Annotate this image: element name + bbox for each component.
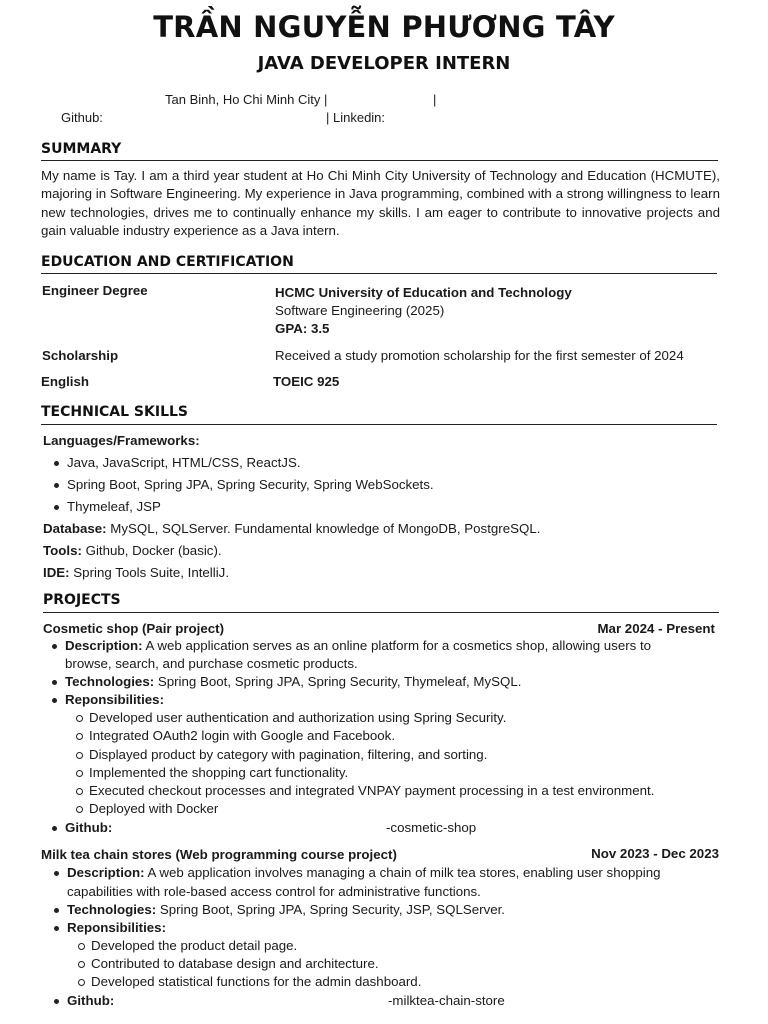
project-1-technologies-value: Spring Boot, Spring JPA, Spring Security, Thymeleaf, MySQL. xyxy=(154,674,522,689)
skills-tools-value: Github, Docker (basic). xyxy=(81,543,222,558)
edu-degree-major: Software Engineering (2025) xyxy=(275,303,445,318)
contact-location: Tan Binh, Ho Chi Minh City | xyxy=(165,92,328,107)
skills-divider xyxy=(41,424,717,425)
project-2-description xyxy=(67,864,661,882)
edu-english-value: TOEIC 925 xyxy=(273,374,340,389)
skills-languages-label: Languages/Frameworks: xyxy=(43,433,200,448)
skills-language-item: Spring Boot, Spring JPA, Spring Security, Spring WebSockets. xyxy=(67,476,434,494)
project-1-responsibility: Displayed product by category with pagination, filtering, and sorting. xyxy=(89,746,487,764)
skills-ide-label: IDE: xyxy=(43,565,70,580)
project-1-description xyxy=(65,637,651,655)
contact-separator: | xyxy=(433,92,437,107)
project-2-date: Nov 2023 - Dec 2023 xyxy=(591,846,719,861)
skills-ide xyxy=(43,564,229,582)
project-1-responsibility: Developed user authentication and authorization using Spring Security. xyxy=(89,709,506,727)
project-1-technologies-label: Technologies: xyxy=(65,674,155,689)
edu-degree-gpa: GPA: 3.5 xyxy=(275,321,330,336)
project-2-responsibility: Contributed to database design and architecture. xyxy=(91,955,379,973)
skills-tools xyxy=(43,542,222,560)
edu-scholarship-value: Received a study promotion scholarship for the first semester of 2024 xyxy=(275,348,684,363)
edu-degree-school: HCMC University of Education and Technology xyxy=(275,285,572,300)
skills-database xyxy=(43,520,540,538)
project-1-github-label: Github: xyxy=(65,819,112,837)
project-2-description-label: Description: xyxy=(67,865,145,880)
projects-title: PROJECTS xyxy=(43,592,121,608)
project-1-responsibility: Implemented the shopping cart functionality. xyxy=(89,764,348,782)
project-2-description-cont: capabilities with role-based access control for administrative functions. xyxy=(67,884,481,899)
skills-tools-label: Tools: xyxy=(43,543,82,558)
edu-english-label: English xyxy=(41,374,90,389)
project-2-responsibility: Developed statistical functions for the admin dashboard. xyxy=(91,973,421,991)
skills-database-label: Database: xyxy=(43,521,107,536)
project-1-description-text: A web application serves as an online platform for a cosmetics shop, allowing users to xyxy=(142,638,652,653)
project-1-description-cont: browse, search, and purchase cosmetic products. xyxy=(65,656,358,671)
education-title: EDUCATION AND CERTIFICATION xyxy=(41,254,294,270)
candidate-name: TRẦN NGUYỄN PHƯƠNG TÂY xyxy=(153,10,615,44)
project-2-technologies-label: Technologies: xyxy=(67,902,157,917)
project-1-responsibility: Deployed with Docker xyxy=(89,800,218,818)
project-2-responsibilities-label: Reponsibilities: xyxy=(67,919,166,937)
project-1-responsibility: Executed checkout processes and integrated VNPAY payment processing in a test environment. xyxy=(89,782,654,800)
project-1-name: Cosmetic shop (Pair project) xyxy=(43,621,225,636)
project-1-github-link[interactable]: -cosmetic-shop xyxy=(386,820,477,835)
contact-github-label: Github: xyxy=(61,110,103,125)
project-2-responsibility: Developed the product detail page. xyxy=(91,937,297,955)
edu-scholarship-label: Scholarship xyxy=(42,348,119,363)
edu-degree-label: Engineer Degree xyxy=(42,283,148,298)
summary-divider xyxy=(41,160,718,161)
project-2-technologies xyxy=(67,901,505,919)
project-1-date: Mar 2024 - Present xyxy=(597,621,715,636)
projects-divider xyxy=(43,612,719,613)
contact-linkedin-label: | Linkedin: xyxy=(326,110,386,125)
education-divider xyxy=(41,273,717,274)
project-1-technologies xyxy=(65,673,521,691)
project-2-description-text: A web application involves managing a chain of milk tea stores, enabling user shopping xyxy=(144,865,661,880)
skills-language-item: Thymeleaf, JSP xyxy=(67,498,161,516)
summary-text: My name is Tay. I am a third year student at Ho Chi Minh City University of Technology and Education (HCMUTE), majoring in Software Engineering. My experience in Java programming, combined with a strong willingness to learn new technologies, drives me to continually enhance my skills. I am eager to contribute to innovative projects and gain valuable industry experience as a Java intern. xyxy=(41,168,720,238)
project-1-description-label: Description: xyxy=(65,638,143,653)
project-2-github-label: Github: xyxy=(67,992,114,1010)
project-1-responsibility: Integrated OAuth2 login with Google and Facebook. xyxy=(89,727,395,745)
project-1-responsibilities-label: Reponsibilities: xyxy=(65,691,164,709)
project-2-technologies-value: Spring Boot, Spring JPA, Spring Security, JSP, SQLServer. xyxy=(156,902,505,917)
skills-ide-value: Spring Tools Suite, IntelliJ. xyxy=(69,565,230,580)
project-2-github-link[interactable]: -milktea-chain-store xyxy=(388,993,505,1008)
summary-title: SUMMARY xyxy=(41,141,122,157)
skills-title: TECHNICAL SKILLS xyxy=(41,404,188,420)
candidate-role: JAVA DEVELOPER INTERN xyxy=(257,53,511,74)
project-2-name: Milk tea chain stores (Web programming course project) xyxy=(41,847,397,862)
skills-database-value: MySQL, SQLServer. Fundamental knowledge of MongoDB, PostgreSQL. xyxy=(106,521,541,536)
skills-language-item: Java, JavaScript, HTML/CSS, ReactJS. xyxy=(67,454,301,472)
